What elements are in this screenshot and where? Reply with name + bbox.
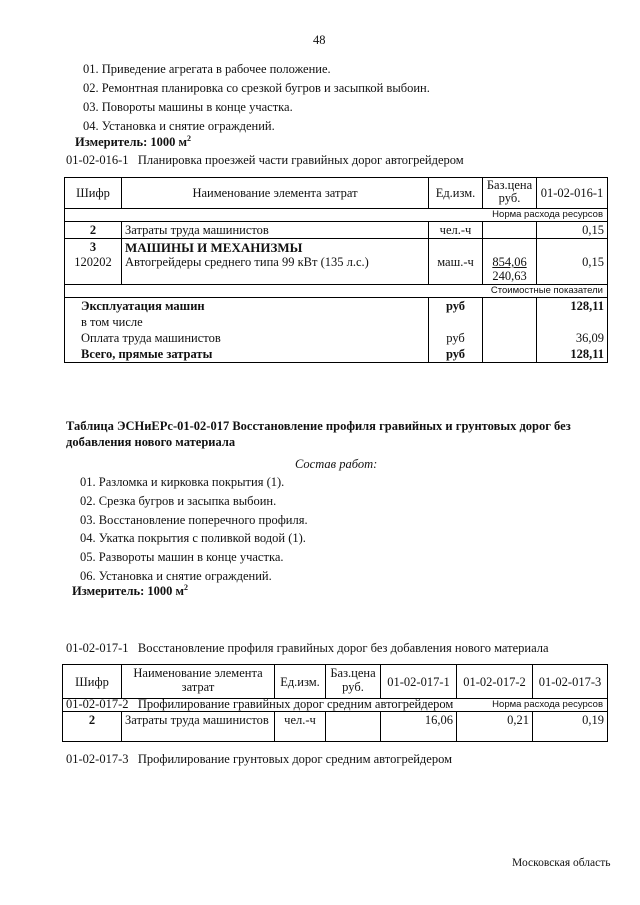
work-item: 06. Установка и снятие ограждений. <box>80 568 272 583</box>
header-base-price: Баз.цена руб. <box>483 178 537 209</box>
header-name: Наименование элемента затрат <box>122 178 429 209</box>
cost-unit: руб <box>429 346 483 363</box>
row-value: 0,15 <box>537 239 608 285</box>
header-unit: Ед.изм. <box>429 178 483 209</box>
row-code: 2 <box>63 712 122 742</box>
table2-title-line2: добавления нового материала <box>66 435 236 449</box>
header-unit: Ед.изм. <box>275 665 326 699</box>
header-code: Шифр <box>63 665 122 699</box>
work-list-2 <box>80 473 308 586</box>
work-item: 04. Укатка покрытия с поливкой водой (1). <box>80 531 306 546</box>
row-code: 2 <box>65 222 122 239</box>
cost-name: в том числе <box>65 314 429 330</box>
composition-heading: Состав работ: <box>295 457 378 471</box>
row-name: Затраты труда машинистов <box>122 712 275 742</box>
row-value: 16,06 <box>381 712 457 742</box>
cost-value: 36,09 <box>537 330 608 346</box>
cost-value: 128,11 <box>537 298 608 315</box>
header-code: Шифр <box>65 178 122 209</box>
header-code-col: 01-02-017-3 <box>533 665 608 699</box>
cost-base <box>483 314 537 330</box>
measure-unit-2: Измеритель: 1000 $м^2$ <box>72 583 189 599</box>
cost-label: Стоимостные показатели <box>65 285 608 298</box>
cost-unit: руб <box>429 298 483 315</box>
measure-unit-1: Измеритель: 1000 $м^2$ <box>75 134 192 150</box>
work-item: 03. Восстановление поперечного профиля. <box>80 512 308 527</box>
work-item: 02. Срезка бугров и засыпка выбоин. <box>80 493 277 508</box>
cost-base <box>483 346 537 363</box>
row-code: 3 120202 <box>65 239 122 285</box>
work-item: 02. Ремонтная планировка со срезкой бугров и засыпкой выбоин. <box>83 81 430 95</box>
header-code-col: 01-02-017-1 <box>381 665 457 699</box>
code-line: 01-02-017-3 Профилирование грунтовых дорог средним автогрейдером <box>66 752 453 766</box>
cost-value: 128,11 <box>537 346 608 363</box>
cost-base <box>483 330 537 346</box>
cost-name: Эксплуатация машин <box>65 298 429 315</box>
row-base <box>326 712 381 742</box>
row-name: МАШИНЫ И МЕХАНИЗМЫ Автогрейдеры среднего типа 99 кВт (135 л.с.) <box>122 239 429 285</box>
page-number: 48 <box>313 33 326 47</box>
work-item: 03. Повороты машины в конце участка. <box>83 100 293 114</box>
code-line: 01-02-017-2 Профилирование гравийных дорог средним автогрейдером <box>66 696 454 711</box>
cost-unit: руб <box>429 330 483 346</box>
work-item: 04. Установка и снятие ограждений. <box>83 119 275 133</box>
cost-unit <box>429 314 483 330</box>
row-value: 0,19 <box>533 712 608 742</box>
row-value: 0,15 <box>537 222 608 239</box>
code-line-1: 01-02-016-1 Планировка проезжей части гравийных дорог автогрейдером <box>66 153 464 167</box>
row-unit: маш.-ч <box>429 239 483 285</box>
work-list-1 <box>83 60 430 136</box>
footer-region: Московская область <box>512 857 611 869</box>
header-base-price: Баз.цена руб. <box>326 665 381 699</box>
cost-name: Всего, прямые затраты <box>65 346 429 363</box>
code-line: 01-02-017-1 Восстановление профиля гравийных дорог без добавления нового материала <box>66 641 549 655</box>
header-name: Наименование элемента затрат <box>122 665 275 699</box>
row-base: 854,06 240,63 <box>483 239 537 285</box>
header-code-col: 01-02-017-2 <box>457 665 533 699</box>
work-item: 01. Приведение агрегата в рабочее положение. <box>83 62 331 76</box>
cost-value <box>537 314 608 330</box>
row-value: 0,21 <box>457 712 533 742</box>
cost-base <box>483 298 537 315</box>
cost-name: Оплата труда машинистов <box>65 330 429 346</box>
header-code-col: 01-02-016-1 <box>537 178 608 209</box>
row-name: Затраты труда машинистов <box>122 222 429 239</box>
norm-label: Норма расхода ресурсов <box>65 209 608 222</box>
row-unit: чел.-ч <box>275 712 326 742</box>
row-unit: чел.-ч <box>429 222 483 239</box>
work-item: 05. Развороты машин в конце участка. <box>80 550 284 565</box>
norm-label: Норма расхода ресурсов <box>63 699 608 712</box>
work-item: 01. Разломка и кирковка покрытия (1). <box>80 475 285 489</box>
resource-table-1 <box>64 177 608 363</box>
row-base <box>483 222 537 239</box>
resource-table-2 <box>62 664 608 742</box>
table2-title-line1: Таблица ЭСНиЕРс-01-02-017 Восстановление профиля гравийных и грунтовых дорог без <box>66 419 571 433</box>
